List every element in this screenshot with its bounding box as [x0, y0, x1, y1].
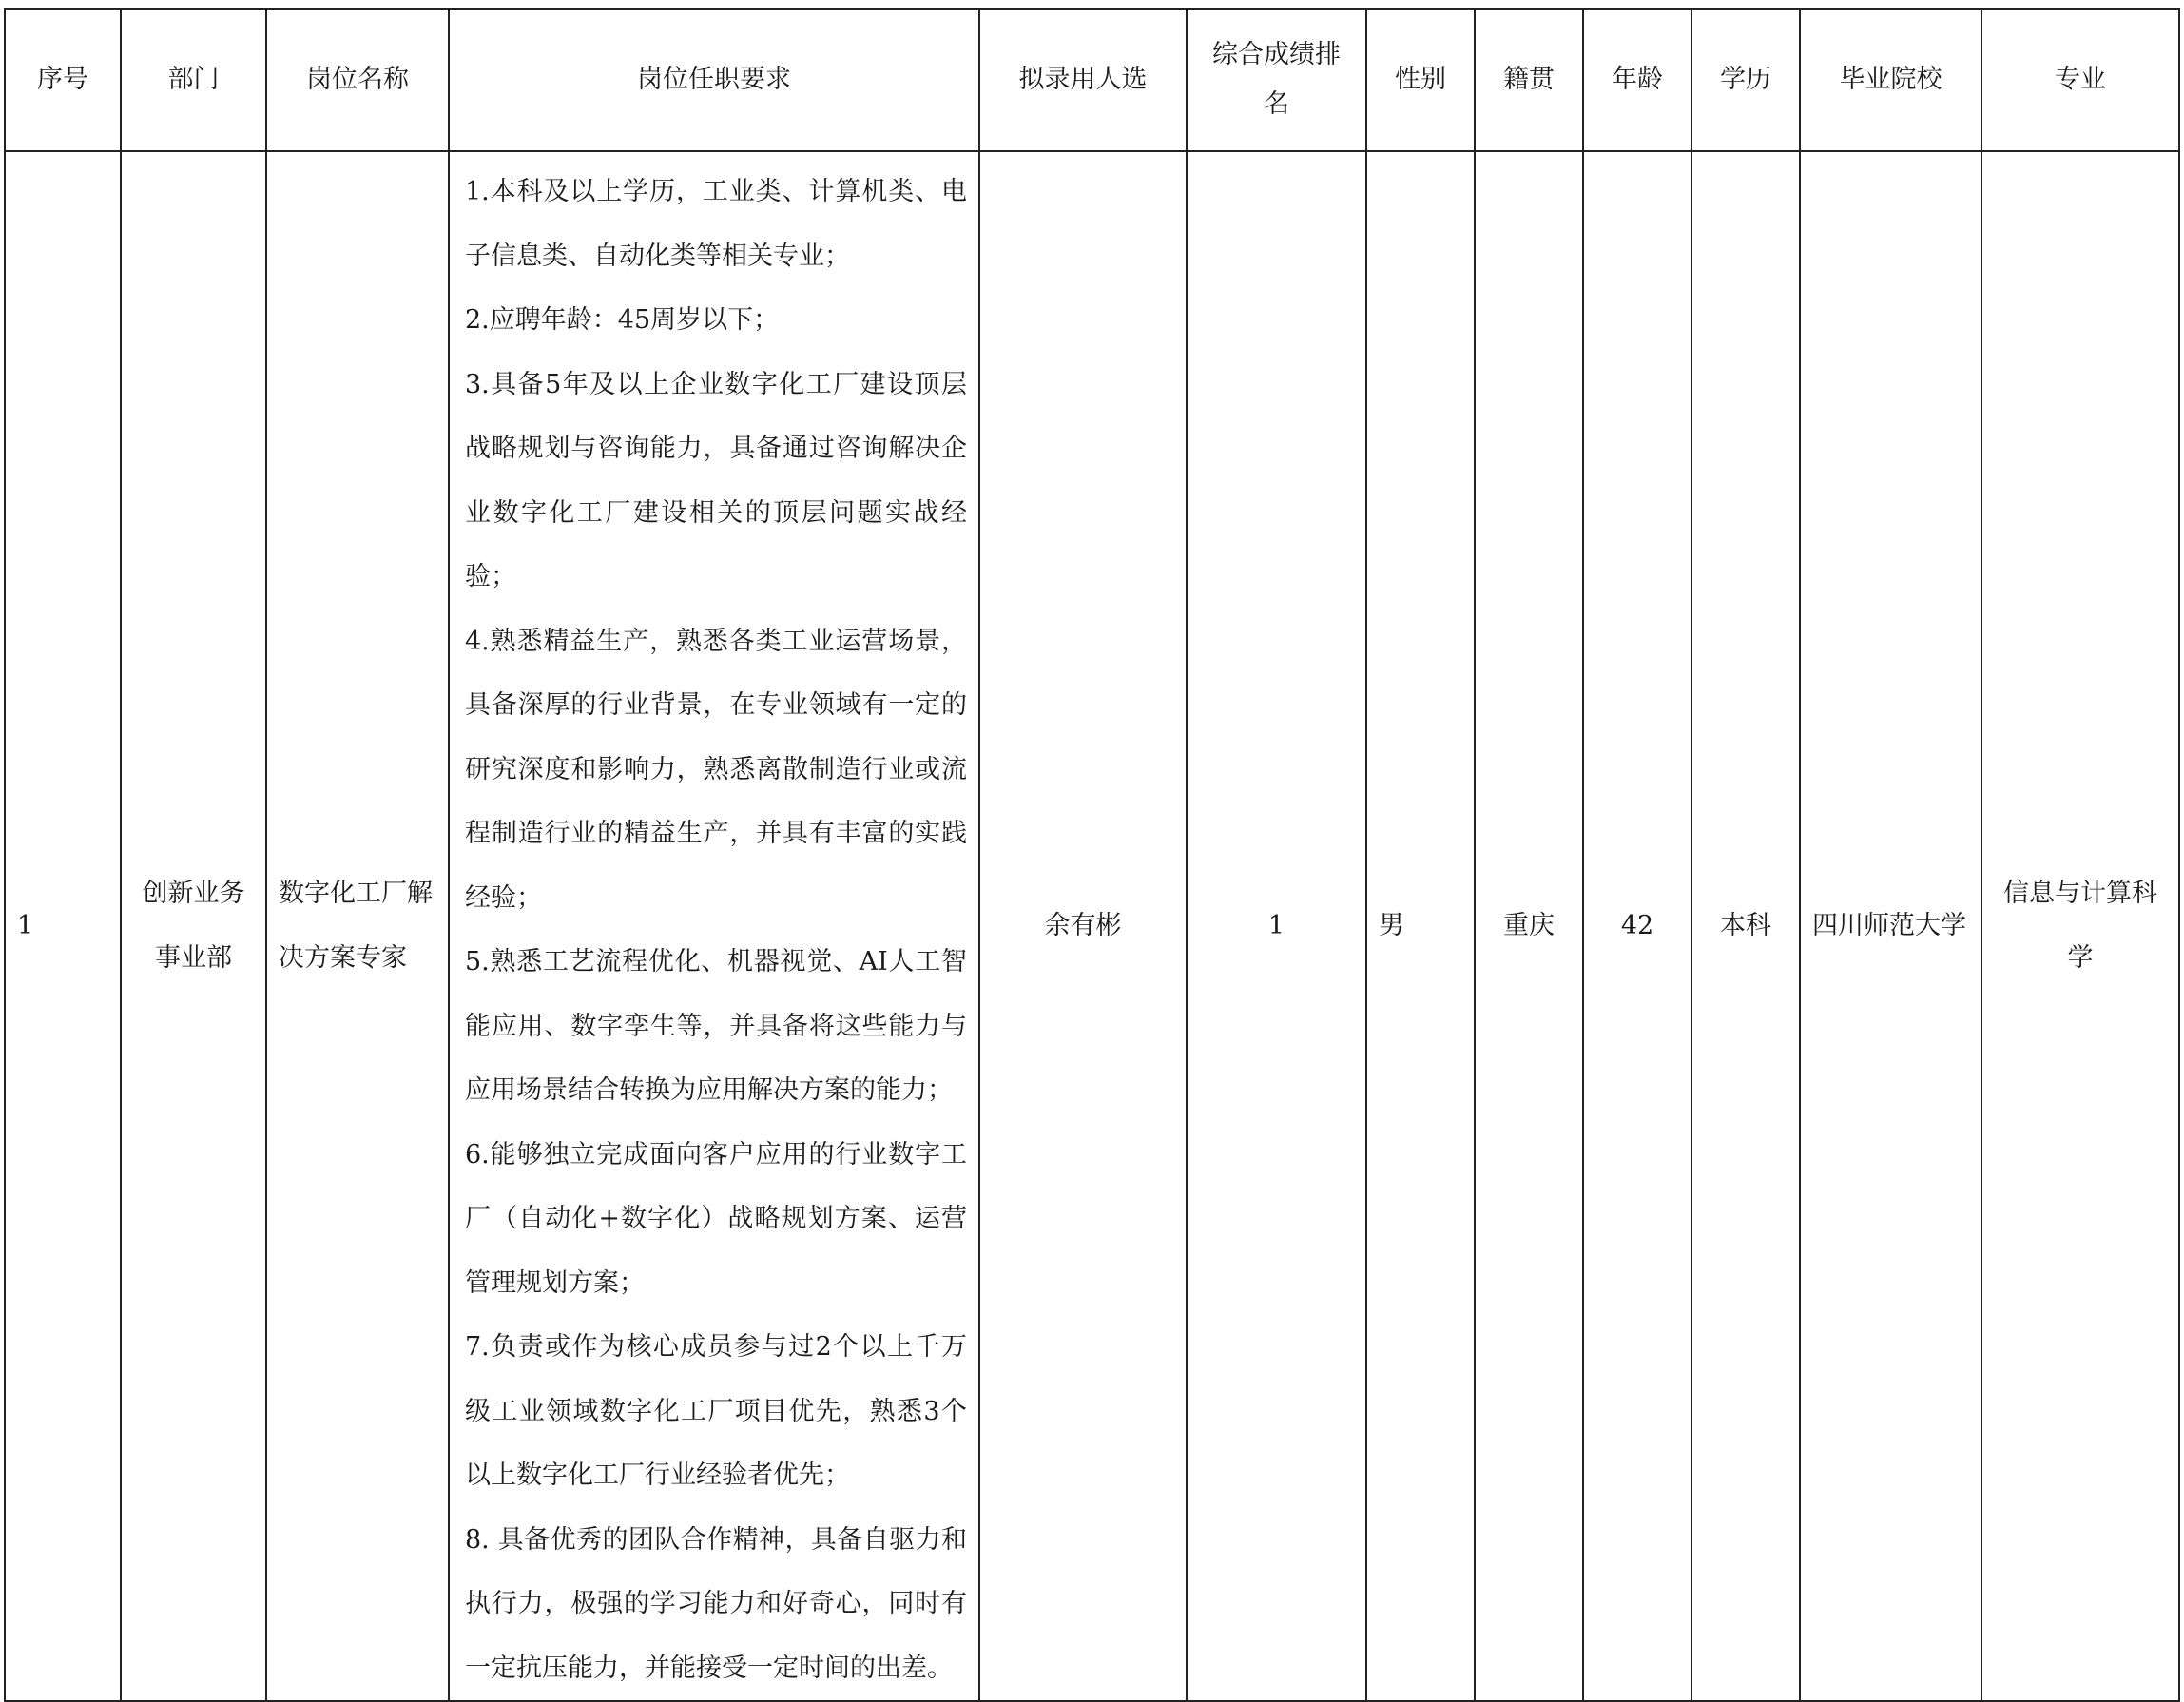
cell-requirements — [449, 151, 979, 1701]
header-major: 专业 — [1981, 9, 2179, 151]
results-table — [4, 8, 2180, 1702]
header-age: 年龄 — [1583, 9, 1691, 151]
cell-school: 四川师范大学 — [1800, 151, 1981, 1701]
header-requirements: 岗位任职要求 — [449, 9, 979, 151]
requirement-item: 5.熟悉工艺流程优化、机器视觉、AI人工智能应用、数字孪生等，并具备将这些能力与应用场景结合转换为应用解决方案的能力； — [465, 947, 967, 1105]
requirement-item: 1.本科及以上学历，工业类、计算机类、电子信息类、自动化类等相关专业； — [465, 177, 967, 271]
cell-rank: 1 — [1187, 151, 1366, 1701]
header-gender: 性别 — [1366, 9, 1475, 151]
header-candidate: 拟录用人选 — [979, 9, 1187, 151]
header-school: 毕业院校 — [1800, 9, 1981, 151]
cell-position: 数字化工厂解决方案专家 — [266, 151, 449, 1701]
header-dept: 部门 — [121, 9, 266, 151]
cell-candidate: 余有彬 — [979, 151, 1187, 1701]
cell-education: 本科 — [1691, 151, 1800, 1701]
cell-seq: 1 — [5, 151, 121, 1701]
header-origin: 籍贯 — [1475, 9, 1583, 151]
cell-age: 42 — [1583, 151, 1691, 1701]
requirement-item: 7.负责或作为核心成员参与过2个以上千万级工业领域数字化工厂项目优先，熟悉3个以上数字化工厂行业经验者优先； — [465, 1332, 967, 1490]
header-seq: 序号 — [5, 9, 121, 151]
header-education: 学历 — [1691, 9, 1800, 151]
cell-major: 信息与计算科学 — [1981, 151, 2179, 1701]
requirement-item: 4.熟悉精益生产，熟悉各类工业运营场景，具备深厚的行业背景，在专业领域有一定的研究深度和影响力，熟悉离散制造行业或流程制造行业的精益生产，并具有丰富的实践经验； — [465, 626, 967, 913]
results-table-container — [4, 8, 2180, 1702]
requirement-item: 6.能够独立完成面向客户应用的行业数字工厂（自动化+数字化）战略规划方案、运营管理规划方案； — [465, 1139, 967, 1298]
header-rank: 综合成绩排名 — [1187, 9, 1366, 151]
requirement-item: 3.具备5年及以上企业数字化工厂建设顶层战略规划与咨询能力，具备通过咨询解决企业数字化工厂建设相关的顶层问题实战经验； — [465, 369, 967, 591]
table-header-row — [5, 9, 2179, 151]
cell-dept: 创新业务事业部 — [121, 151, 266, 1701]
cell-origin: 重庆 — [1475, 151, 1583, 1701]
table-row — [5, 151, 2179, 1701]
cell-gender: 男 — [1366, 151, 1475, 1701]
requirement-item: 2.应聘年龄：45周岁以下； — [465, 305, 780, 335]
requirement-item: 8. 具备优秀的团队合作精神，具备自驱力和执行力，极强的学习能力和好奇心，同时有一定抗压能力，并能接受一定时间的出差。 — [465, 1524, 967, 1683]
header-position: 岗位名称 — [266, 9, 449, 151]
